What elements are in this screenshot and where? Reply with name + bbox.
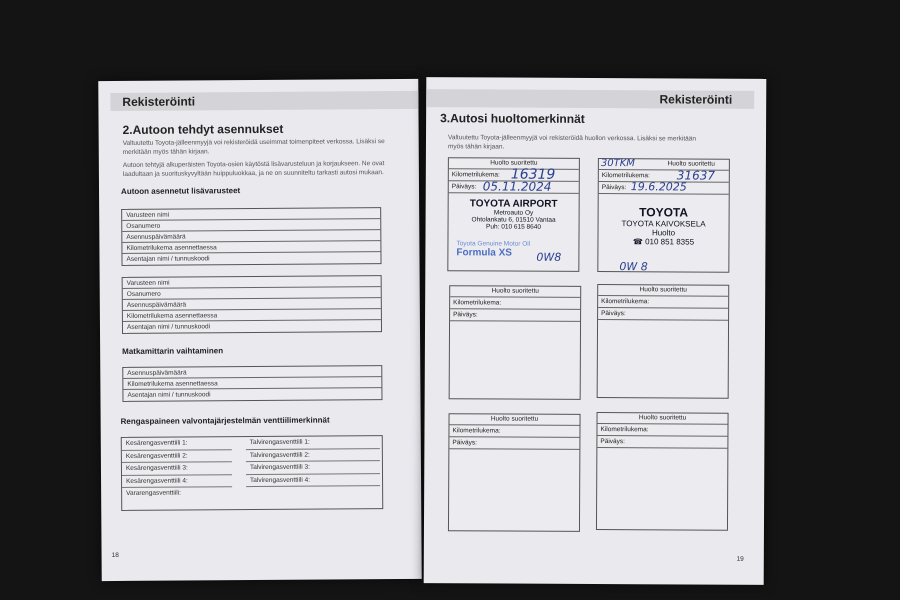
right-page (424, 77, 767, 585)
form-row[interactable]: Varusteen nimi (123, 276, 381, 289)
right-section-title: 3.Autosi huoltomerkinnät (440, 111, 585, 126)
tpms-form (121, 435, 384, 511)
form-row[interactable]: Osanumero (122, 219, 380, 232)
form-row[interactable]: Kilometrilukema asennettaessa (123, 309, 381, 322)
service-box-4 (597, 284, 730, 399)
date-row[interactable] (450, 309, 580, 322)
date-label: Päiväys: (600, 438, 626, 446)
handwritten-date-2: 19.6.2025 (630, 180, 687, 194)
valve-row[interactable]: Vararengasventtiili: (126, 489, 181, 497)
service-box-6 (596, 412, 729, 531)
left-header: Rekisteröinti (110, 91, 418, 111)
valve-row[interactable]: Talvirengasventtiili 4: (246, 474, 380, 487)
left-intro-2: Autoon tehtyjä alkuperäisten Toyota-osien käytöstä lisävarusteluun ja korjaukseen. Ne ovat laadultaan ja suorituskyvyltään huippuluokkaa, ja ne on suunniteltu tarkasti autosi mukaan. (122, 160, 385, 178)
date-row[interactable] (597, 436, 727, 449)
handwritten-km-2: 31637 (676, 168, 716, 183)
date-row[interactable] (598, 308, 728, 321)
form-row[interactable]: Varusteen nimi (122, 208, 380, 221)
dealer-stamp-2 (598, 205, 728, 247)
odometer-heading: Matkamittarin vaihtaminen (122, 346, 224, 356)
valve-row[interactable]: Talvirengasventtiili 1: (246, 436, 380, 449)
km-label: Kilometrilukema: (601, 172, 650, 180)
stamp-line: TOYOTA KAIVOKSELA (621, 219, 706, 229)
form-row[interactable]: Asennuspäivämäärä (123, 366, 381, 379)
date-row[interactable] (449, 437, 579, 450)
handwritten-head-note: 30TKM (600, 158, 635, 170)
left-page (98, 79, 421, 581)
valve-row[interactable]: Kesärengasventtiili 4: (122, 475, 232, 488)
km-label: Kilometrilukema: (600, 426, 649, 434)
service-box-head: Huolto suoritettu (599, 159, 729, 171)
date-label: Päiväys: (452, 439, 478, 447)
right-intro: Valtuutettu Toyota-jälleenmyyjä voi rekisteröidä huollon verkossa. Lisäksi se merkitään myös tähän kirjaan. (447, 134, 696, 151)
stamp-line: Metroauto Oy (493, 209, 534, 217)
service-box-head: Huolto suoritettu (449, 158, 579, 170)
handwritten-km-1: 16319 (510, 166, 556, 183)
service-box-head: Huolto suoritettu (450, 414, 580, 426)
service-box-head: Huolto suoritettu (598, 285, 728, 297)
stamp-line: Huolto (651, 228, 676, 238)
form-row[interactable]: Asentajan nimi / tunnuskoodi (126, 323, 211, 331)
km-row[interactable] (597, 424, 727, 437)
km-row[interactable] (450, 297, 580, 310)
date-label: Päiväys: (451, 183, 477, 191)
right-header: Rekisteröinti (426, 89, 754, 109)
stamp-line: Ohtolankatu 6, 01510 Vantaa (471, 216, 556, 224)
accessories-heading: Autoon asennetut lisävarusteet (120, 186, 241, 196)
date-label: Päiväys: (601, 184, 627, 192)
stamp-line: Puh: 010 615 8640 (486, 223, 542, 231)
handwritten-oil-1: 0W8 (536, 250, 562, 264)
service-box-3 (449, 285, 582, 400)
valve-row[interactable]: Kesärengasventtiili 2: (122, 450, 232, 463)
winter-valve-column (246, 436, 380, 487)
stamp-title: TOYOTA AIRPORT (469, 198, 558, 210)
service-box-2 (597, 158, 730, 273)
left-page-number: 18 (111, 551, 119, 560)
right-page-number: 19 (736, 555, 744, 563)
handwritten-oil-2: 0W 8 (619, 260, 648, 274)
form-row[interactable]: Asennuspäivämäärä (123, 298, 381, 311)
date-label: Päiväys: (601, 310, 626, 318)
accessory-form-2 (122, 275, 382, 334)
form-row[interactable]: Kilometrilukema asennettaessa (123, 377, 381, 390)
km-row[interactable] (598, 296, 728, 309)
km-row[interactable] (449, 425, 579, 438)
left-section-title: 2.Autoon tehdyt asennukset (122, 121, 284, 137)
km-label: Kilometrilukema: (601, 298, 650, 306)
odometer-form (122, 365, 382, 402)
valve-row[interactable]: Kesärengasventtiili 3: (122, 462, 232, 475)
service-box-5 (448, 413, 581, 532)
service-box-1 (447, 157, 580, 272)
stamp-title: TOYOTA (639, 205, 689, 220)
km-label: Kilometrilukema: (451, 171, 500, 179)
stamp-line: ☎ 010 851 8355 (632, 237, 695, 247)
form-row[interactable]: Asentajan nimi / tunnuskoodi (127, 391, 211, 399)
oil-sticker-line: Toyota Genuine Motor Oil (456, 240, 531, 248)
valve-row[interactable]: Talvirengasventtiili 2: (246, 449, 380, 462)
oil-sticker-brand: Formula XS (456, 247, 513, 259)
service-box-head: Huolto suoritettu (450, 286, 580, 298)
form-row[interactable]: Asentajan nimi / tunnuskoodi (126, 255, 210, 263)
accessory-form-1 (121, 207, 381, 266)
valve-row[interactable]: Kesärengasventtiili 1: (122, 437, 232, 450)
form-row[interactable]: Asennuspäivämäärä (122, 230, 380, 243)
form-row[interactable]: Kilometrilukema asennettaessa (122, 241, 380, 254)
handwritten-date-1: 05.11.2024 (482, 179, 552, 194)
km-label: Kilometrilukema: (453, 299, 502, 307)
km-label: Kilometrilukema: (452, 427, 501, 435)
summer-valve-column (122, 437, 232, 500)
left-intro-1: Valtuutettu Toyota-jälleenmyyjä voi rekisteröidä useimmat toimenpiteet verkossa. Lisäksi se merkitään myös tähän kirjaan. (122, 138, 385, 156)
tpms-heading: Rengaspaineen valvontajärjestelmän venttiilimerkinnät (120, 415, 330, 426)
valve-row[interactable]: Talvirengasventtiili 3: (246, 461, 380, 474)
dealer-stamp-1 (449, 198, 579, 231)
form-row[interactable]: Osanumero (123, 287, 381, 300)
date-label: Päiväys: (453, 311, 478, 319)
service-box-head: Huolto suoritettu (598, 413, 728, 425)
